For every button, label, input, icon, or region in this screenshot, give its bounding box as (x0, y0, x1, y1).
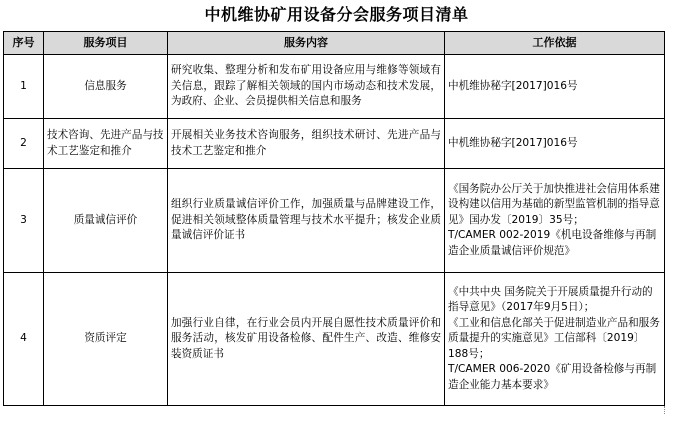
row-item: 技术咨询、先进产品与技术工艺鉴定和推介 (44, 119, 168, 169)
basis-line: T/CAMER 006-2020《矿用设备检修与再制造企业能力基本要求》 (448, 363, 657, 391)
row-basis (445, 119, 665, 169)
table-row (4, 55, 665, 119)
basis-line: 《国务院办公厅关于加快推进社会信用体系建设构建以信用为基础的新型监管机制的指导意见》国办发〔2019〕35号； (448, 182, 660, 226)
row-basis (445, 169, 665, 273)
page-edge-marker (662, 406, 665, 414)
row-item: 资质评定 (44, 273, 168, 406)
row-no: 4 (4, 273, 44, 406)
row-item: 信息服务 (44, 55, 168, 119)
header-no: 序号 (4, 32, 44, 55)
table-row (4, 169, 665, 273)
row-basis (445, 55, 665, 119)
row-content: 加强行业自律，在行业会员内开展自愿性技术质量评价和服务活动，核发矿用设备检修、配件生产、改造、维修安装资质证书 (168, 273, 445, 406)
basis-line: 中机维协秘字[2017]016号 (448, 136, 578, 149)
basis-line: 《中共中央 国务院关于开展质量提升行动的指导意见》（2017年9月5日）； (448, 285, 653, 314)
page-title: 中机维协矿用设备分会服务项目清单 (204, 5, 469, 24)
basis-line: 《工业和信息化部关于促进制造业产品和服务质量提升的实施意见》工信部科〔2019〕188号； (448, 316, 660, 360)
basis-line: T/CAMER 002-2019《机电设备维修与再制造企业质量诚信评价规范》 (448, 229, 657, 257)
table-header-row (4, 32, 665, 55)
table-row (4, 119, 665, 169)
header-basis: 工作依据 (445, 32, 665, 55)
row-content: 组织行业质量诚信评价工作，加强质量与品牌建设工作，促进相关领域整体质量管理与技术水平提升；核发企业质量诚信评价证书 (168, 169, 445, 273)
basis-line: 中机维协秘字[2017]016号 (448, 79, 578, 92)
row-no: 1 (4, 55, 44, 119)
row-no: 3 (4, 169, 44, 273)
header-item: 服务项目 (44, 32, 168, 55)
table-row (4, 273, 665, 406)
row-content: 开展相关业务技术咨询服务，组织技术研讨、先进产品与技术工艺鉴定和推介 (168, 119, 445, 169)
row-no: 2 (4, 119, 44, 169)
service-table (3, 31, 665, 406)
row-basis (445, 273, 665, 406)
row-content: 研究收集、整理分析和发布矿用设备应用与维修等领域有关信息，跟踪了解相关领域的国内市场动态和技术发展，为政府、企业、会员提供相关信息和服务 (168, 55, 445, 119)
row-item: 质量诚信评价 (44, 169, 168, 273)
header-content: 服务内容 (168, 32, 445, 55)
